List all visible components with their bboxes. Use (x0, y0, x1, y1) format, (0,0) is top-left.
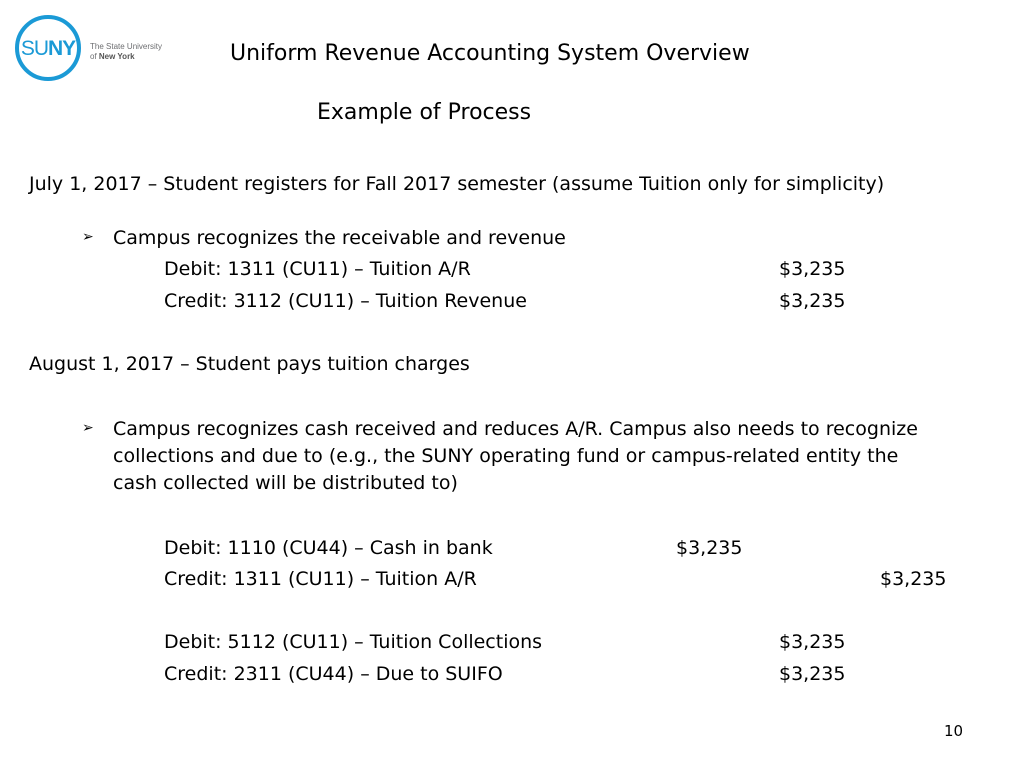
suny-logo-line2-prefix: of (90, 52, 99, 61)
suny-logo-line2-bold: New York (98, 52, 135, 61)
slide-subtitle: Example of Process (317, 100, 532, 125)
august-entry-ar-credit-label: Credit: 1311 (CU11) – Tuition A/R (164, 568, 477, 590)
slide-title: Uniform Revenue Accounting System Overview (230, 41, 750, 66)
july-entry-credit-label: Credit: 3112 (CU11) – Tuition Revenue (164, 290, 527, 312)
suny-logo-line1: The State University (90, 42, 163, 51)
august-entry-cash-debit-label: Debit: 1110 (CU44) – Cash in bank (164, 537, 493, 559)
august-bullet-line-1: Campus recognizes cash received and reduces A/R. Campus also needs to recognize (113, 418, 918, 440)
august-entry-due-credit-label: Credit: 2311 (CU44) – Due to SUIFO (164, 663, 503, 685)
july-heading: July 1, 2017 – Student registers for Fall 2017 semester (assume Tuition only for simplicity) (29, 173, 885, 195)
suny-logo-mark (21, 38, 75, 59)
july-entry-debit-label: Debit: 1311 (CU11) – Tuition A/R (164, 258, 471, 280)
july-entry-debit-amount: $3,235 (779, 258, 846, 280)
suny-logo (15, 15, 81, 81)
august-bullet-line-2: collections and due to (e.g., the SUNY operating fund or campus-related entity the (113, 445, 899, 467)
august-entry-cash-debit-amount: $3,235 (676, 537, 743, 559)
august-heading: August 1, 2017 – Student pays tuition charges (29, 353, 470, 375)
suny-logo-mark-suffix: NY (48, 36, 76, 60)
august-bullet-line-3: cash collected will be distributed to) (113, 472, 458, 494)
july-entry-credit-amount: $3,235 (779, 290, 846, 312)
august-entry-collections-debit-amount: $3,235 (779, 631, 846, 653)
bullet-arrow-icon: ➢ (82, 420, 94, 436)
bullet-arrow-icon: ➢ (82, 229, 94, 245)
suny-logo-line2 (90, 52, 162, 62)
page-number: 10 (944, 722, 964, 740)
august-entry-due-credit-amount: $3,235 (779, 663, 846, 685)
august-entry-ar-credit-amount: $3,235 (880, 568, 947, 590)
suny-logo-tagline (90, 42, 162, 62)
suny-logo-mark-prefix: SU (20, 36, 48, 60)
august-entry-collections-debit-label: Debit: 5112 (CU11) – Tuition Collections (164, 631, 543, 653)
july-bullet: Campus recognizes the receivable and revenue (113, 227, 566, 249)
